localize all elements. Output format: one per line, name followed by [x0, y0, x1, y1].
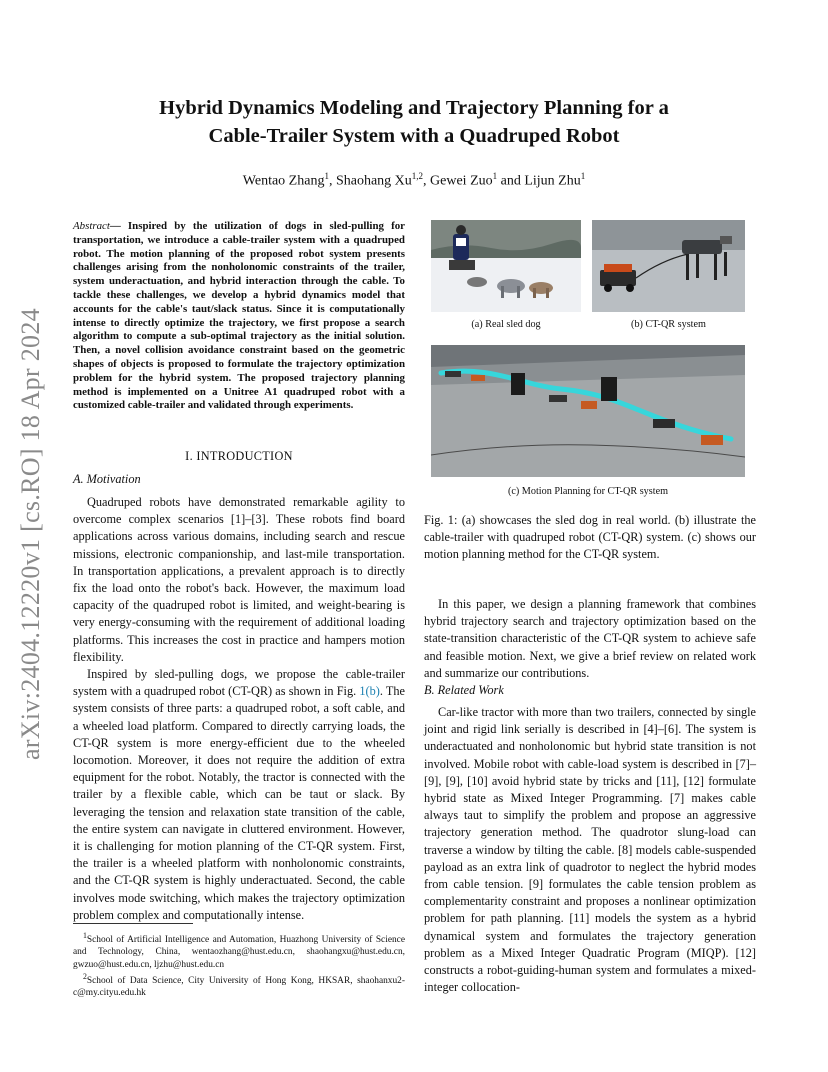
subsection-heading-motivation: A. Motivation	[73, 472, 141, 486]
footnote-text: School of Data Science, City University of Hong Kong, HKSAR, shaohanxu2-c@my.cityu.edu.hk	[73, 975, 405, 999]
paper-title	[90, 94, 738, 150]
title-line-2: Cable-Trailer System with a Quadruped Robot	[208, 125, 620, 147]
sled-dog-image	[431, 220, 581, 312]
paragraph-text: Inspired by sled-pulling dogs, we propose the cable-trailer system with a quadruped robot (CT-QR) as shown in Fig.	[73, 667, 405, 699]
footnote-mark: 1	[83, 931, 87, 940]
caption-motion-planning: (c) Motion Planning for CT-QR system	[507, 486, 669, 497]
caption-sled-dog: (a) Real sled dog	[471, 319, 541, 330]
motivation-body	[73, 494, 405, 924]
motion-planning-image	[431, 345, 745, 477]
figure-ctqr-photo	[592, 220, 745, 312]
right-column-intro	[424, 596, 756, 682]
abstract	[73, 220, 405, 413]
footnote-divider	[73, 923, 193, 924]
section-heading-introduction: I. INTRODUCTION	[185, 449, 293, 463]
author-separator: and	[497, 173, 525, 189]
caption-ctqr-system: (b) CT-QR system	[631, 319, 706, 330]
author-separator: ,	[423, 173, 431, 189]
author-affiliation-mark: 1	[324, 171, 329, 181]
author-name: Shaohang Xu	[335, 173, 412, 189]
author-affiliation-mark: 1	[580, 171, 586, 181]
subsection-heading-related-work: B. Related Work	[424, 683, 504, 697]
author-list	[90, 171, 738, 190]
figure-1-caption: Fig. 1: (a) showcases the sled dog in real world. (b) illustrate the cable-trailer with quadruped robot (CT-QR) system. (c) shows our motion planning method for the CT-QR system.	[424, 513, 756, 561]
paragraph: Car-like tractor with more than two trailers, connected by single joint and rigid link serially is described in [4]–[6]. The system is underactuated and nonholonomic but hybrid state transition is not involved. Mobile robot with cable-load system is described in [7]–[9], [9], [10] avoid hybrid state by tricks and [11], [12] formulate hybrid state as Mixed Integer Programming. [7] makes cable always taut to simplify the problem and propose an aggressive trajectory generation method. The quadrotor slung-load can traverse a window by tilting the cable. [8] models cable-suspended payload as an extra link of quadrotor to neglect the hybrid modes from cable tension. [9] formulates the cable tension problem as complementarity constraint and proposes a nonlinear optimization problem for path planning. [11] models the system as a hybrid dynamical system and formulates the trajectory generation problem as a Mixed Integer Quadratic Program (MIQP). [12] constructs a robot-guiding-human system and formulates a mixed-integer collocation-	[424, 705, 756, 995]
figure-reference-link[interactable]: 1(b)	[359, 684, 380, 699]
author-name: Lijun Zhu	[524, 173, 581, 189]
ctqr-image	[592, 220, 745, 312]
footnote-text: School of Artificial Intelligence and Automation, Huazhong University of Science and Technology, China, wentaozhang@hust.edu.cn, shaohangxu@hust.edu.cn, gwzuo@hust.edu.cn, ljzhu@hust.edu.cn	[73, 935, 405, 970]
abstract-text: — Inspired by the utilization of dogs in sled-pulling for transportation, we introduce a cable-trailer system with a quadruped robot. The motion planning of the proposed robot system presents challenges arising from the nonholonomic constraints of the trailer, system underactuation, and hybrid interaction through the cable. To tackle these challenges, we develop a hybrid dynamics model that accounts for the cable's taut/slack status. Since it is computationally intense to directly optimize the trajectory, we first propose a search algorithm to compute a sub-optimal trajectory as the initial solution. Then, a novel collision avoidance constraint based on the geometric shapes of objects is proposed to formulate the trajectory optimization problem for the hybrid system. The proposed trajectory planning method is implemented on a Unitree A1 quadruped robot with a customized cable-trailer and validated through experiments.	[73, 220, 405, 412]
footnote-affiliation-1	[73, 930, 405, 971]
figure-sled-dog-photo	[431, 220, 581, 312]
paragraph	[73, 666, 405, 924]
paragraph-text: . The system consists of three parts: a quadruped robot, a soft cable, and a wheeled load platform. Compared to directly carrying loads, the CT-QR system is more energy-efficient due to the wheeled locomotion. Moreover, it does not require the addition of extra equipment for the robot. Notably, the tractor is connected with the trailer by a flexible cable, which can be taut or slack. By leveraging the tension and relaxation state transition of the cable, the entire system can navigate in cluttered environment. However, it is challenging for motion planning of the CT-QR system. First, the trailer is a wheeled platform with nonholonomic constraints, and the CT-QR system is highly underactuated. Second, the cable involves mode switching, which makes the trajectory optimization problem complex and computationally intense.	[73, 684, 405, 922]
footnote-affiliation-2	[73, 971, 405, 1000]
figure-motion-planning	[431, 345, 745, 477]
paragraph: In this paper, we design a planning framework that combines hybrid trajectory search and trajectory optimization based on the state-transition characteristic of the CT-QR system to achieve safe and feasible motion. Next, we give a brief review on related work and summarize our contributions.	[424, 597, 756, 680]
abstract-label: Abstract	[73, 220, 110, 232]
author-affiliation-mark: 1,2	[411, 171, 424, 181]
footnotes	[73, 930, 405, 999]
author-name: Wentao Zhang	[242, 173, 325, 189]
author-name: Gewei Zuo	[430, 173, 493, 189]
related-work-body	[424, 704, 756, 996]
footnote-mark: 2	[83, 971, 87, 981]
author-separator: ,	[328, 173, 336, 189]
arxiv-identifier: arXiv:2404.12220v1 [cs.RO] 18 Apr 2024	[16, 308, 45, 760]
paragraph: Quadruped robots have demonstrated remarkable agility to overcome complex scenarios [1]–[3]. These robots find board applications across various domains, including search and rescue missions, electronic companionship, and last-mile transportation. In transportation applications, a prevalent approach is to directly fix the load onto the robot's back. However, the maximum load capacity of the quadruped robot is limited, and weight-bearing is very energy-consuming with the requirement of additional loading platforms. This increases the cost in practice and hampers motion flexibility.	[73, 495, 405, 664]
title-line-1: Hybrid Dynamics Modeling and Trajectory Planning for a	[159, 97, 669, 119]
author-affiliation-mark: 1	[492, 171, 498, 181]
